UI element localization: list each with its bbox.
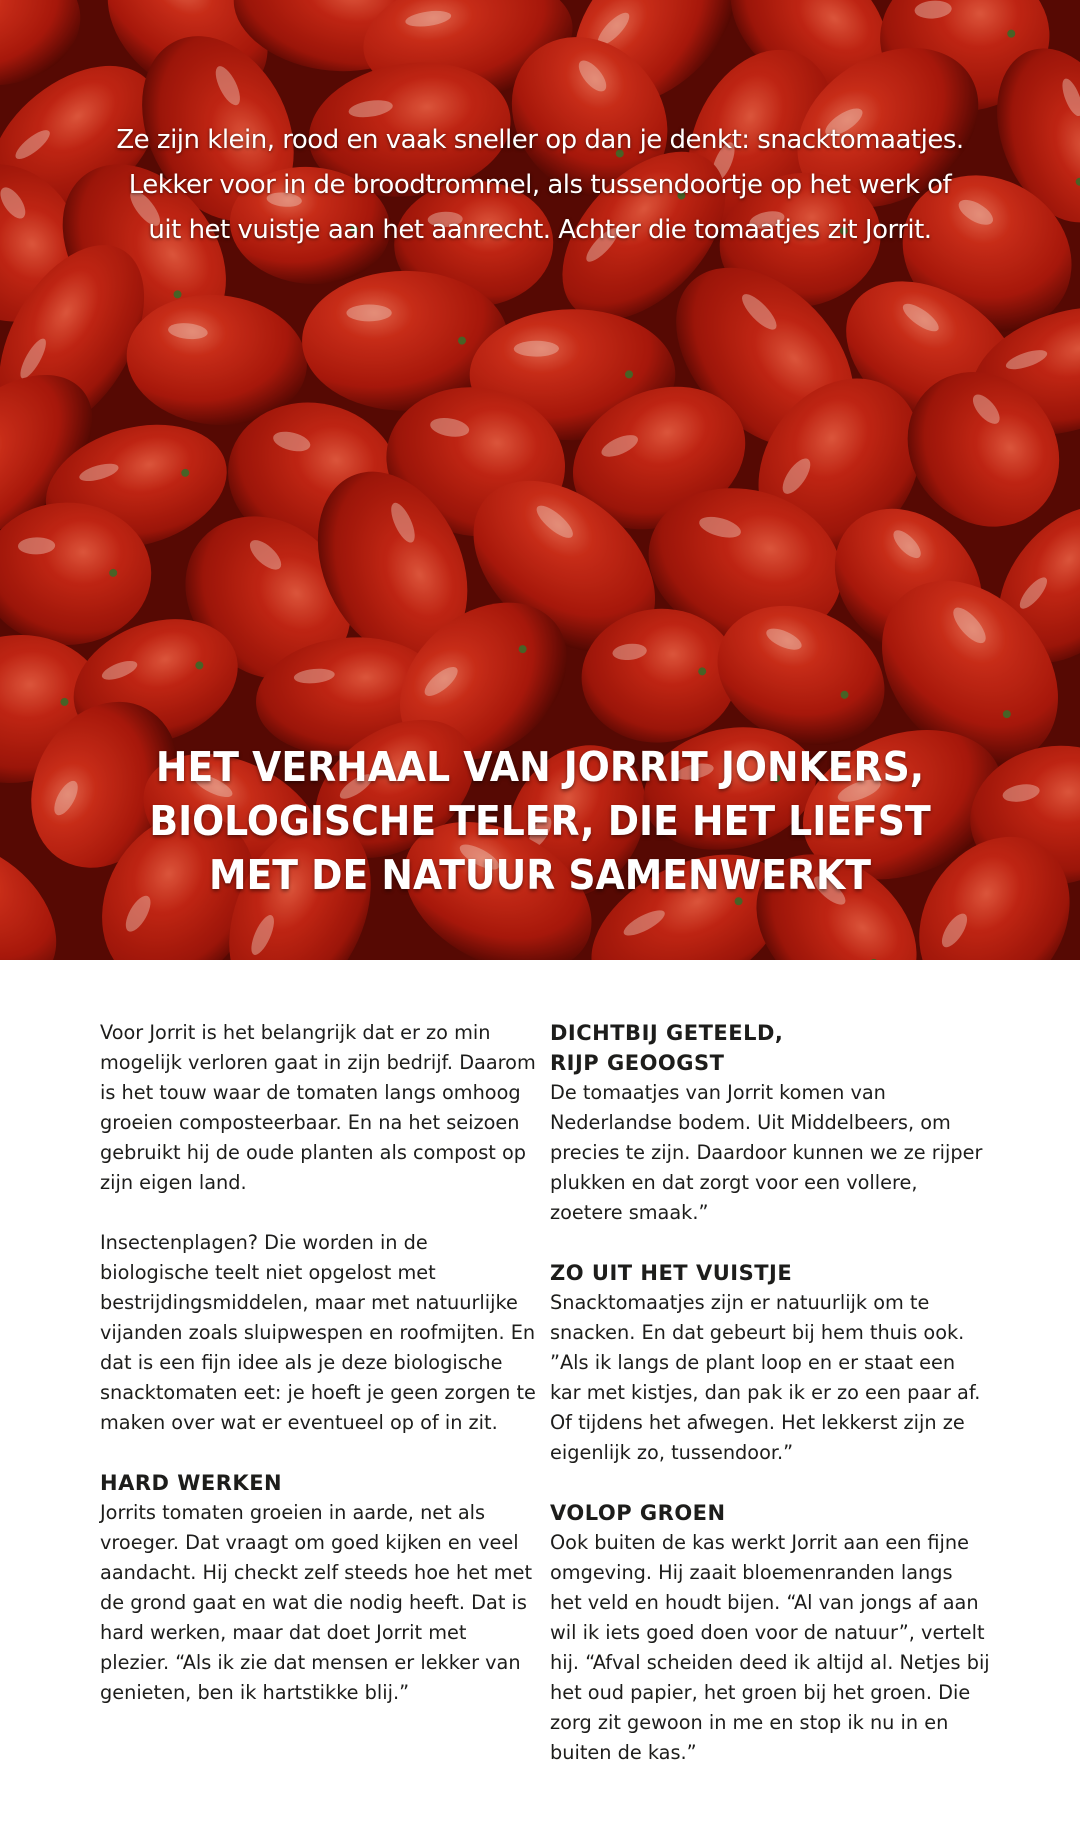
- section-text: De tomaatjes van Jorrit komen van Nederlandse bodem. Uit Middelbeers, om precies te zijn. Daardoor kunnen we ze rijper plukken en dat zorgt voor een vollere, zoetere smaak.”: [550, 1081, 983, 1224]
- section-text: Snacktomaatjes zijn er natuurlijk om te snacken. En dat gebeurt bij hem thuis ook. ”Als ik langs de plant loop en er staat een kar met kistjes, dan pak ik er zo een paar af. Of tijdens het afwegen. Het lekkerst zijn ze eigenlijk zo, tussendoor.”: [550, 1291, 981, 1464]
- section-hard-werken: [100, 1468, 540, 1708]
- intro-line-2: Lekker voor in de broodtrommel, als tussendoortje op het werk of: [128, 170, 952, 200]
- section-zo-uit-het-vuistje: [550, 1258, 990, 1468]
- section-text: Jorrits tomaten groeien in aarde, net als vroeger. Dat vraagt om goed kijken en veel aandacht. Hij checkt zelf steeds hoe het met de grond gaat en wat die nodig heeft. Dat is hard werken, maar dat doet Jorrit met plezier. “Als ik zie dat mensen er lekker van genieten, ben ik hartstikke blij.”: [100, 1501, 533, 1704]
- section-heading: HARD WERKEN: [100, 1471, 283, 1495]
- headline-line-3: MET DE NATUUR SAMENWERKT: [209, 851, 871, 899]
- headline-line-1: HET VERHAAL VAN JORRIT JONKERS,: [155, 743, 925, 791]
- section-volop-groen: [550, 1498, 990, 1768]
- headline-line-2: BIOLOGISCHE TELER, DIE HET LIEFST: [149, 797, 931, 845]
- section-text: Ook buiten de kas werkt Jorrit aan een fijne omgeving. Hij zaait bloemenranden langs het veld en houdt bijen. “Al van jongs af aan wil ik iets goed doen voor de natuur”, vertelt hij. “Afval scheiden deed ik altijd al. Netjes bij het oud papier, het groen bij het groen. Die zorg zit gewoon in me en stop ik nu in en buiten de kas.”: [550, 1531, 990, 1764]
- paragraph-insects: Insectenplagen? Die worden in de biologische teelt niet opgelost met bestrijdingsmiddelen, maar met natuurlijke vijanden zoals sluipwespen en roofmijten. En dat is een fijn idee als je deze biologische snacktomaten eet: je hoeft je geen zorgen te maken over wat er eventueel op of in zit.: [100, 1231, 536, 1434]
- section-heading: DICHTBIJ GETEELD, RIJP GEOOGST: [550, 1021, 784, 1075]
- paragraph-compost: Voor Jorrit is het belangrijk dat er zo min mogelijk verloren gaat in zijn bedrijf. Daarom is het touw waar de tomaten langs omhoog groeien composteerbaar. En na het seizoen gebruikt hij de oude planten als compost op zijn eigen land.: [100, 1021, 536, 1194]
- intro-text: [100, 118, 980, 253]
- left-column: [100, 1018, 540, 1738]
- section-heading: ZO UIT HET VUISTJE: [550, 1261, 793, 1285]
- section-dichtbij-geteeld: [550, 1018, 990, 1228]
- headline: [126, 740, 954, 902]
- intro-line-1: Ze zijn klein, rood en vaak sneller op dan je denkt: snacktomaatjes.: [116, 125, 964, 155]
- section-heading: VOLOP GROEN: [550, 1501, 726, 1525]
- intro-line-3: uit het vuistje aan het aanrecht. Achter die tomaatjes zit Jorrit.: [148, 215, 932, 245]
- right-column: [550, 1018, 990, 1798]
